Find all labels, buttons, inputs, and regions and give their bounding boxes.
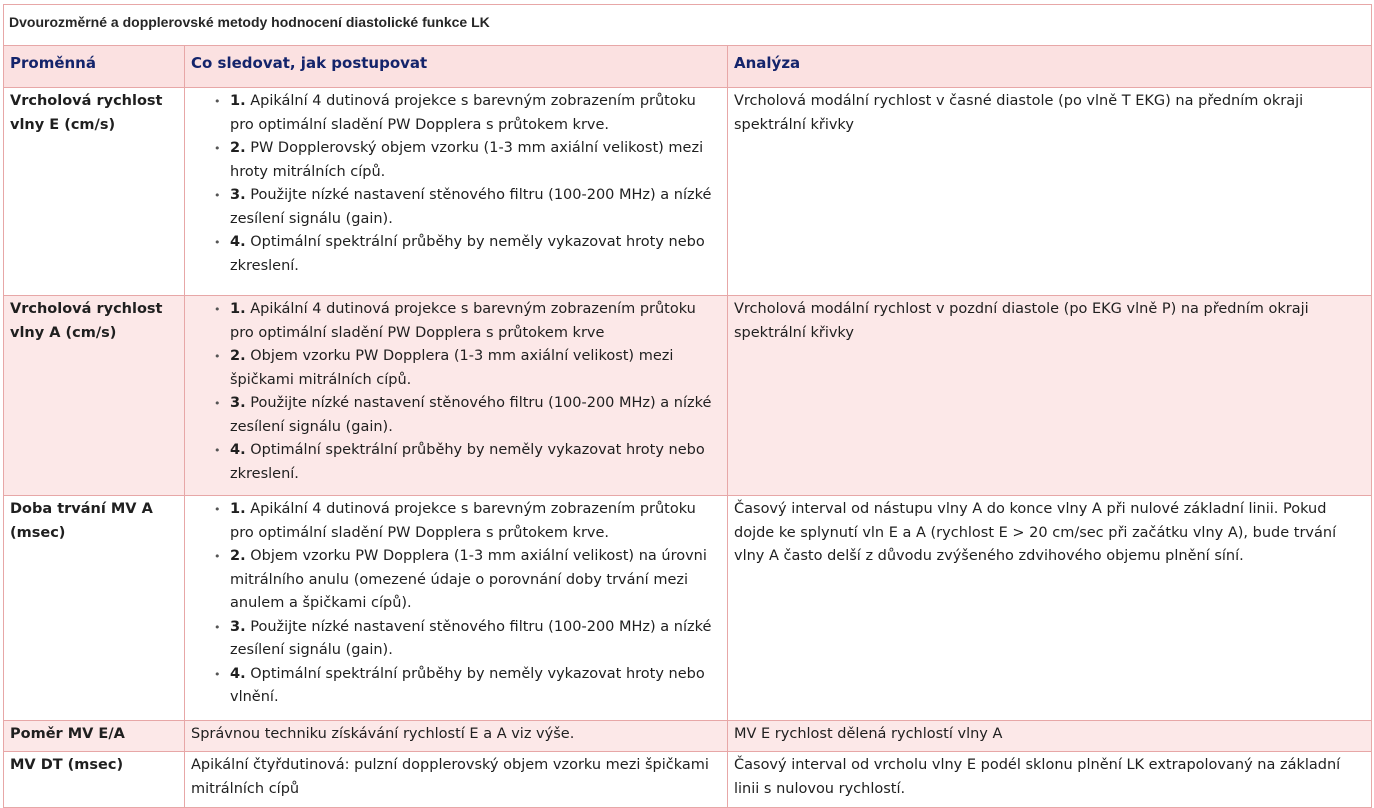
steps-list <box>185 296 727 486</box>
list-item <box>185 231 727 278</box>
diastolic-function-table <box>3 4 1372 808</box>
list-item <box>185 392 727 439</box>
step-text: Použijte nízké nastavení stěnového filtru (100-200 MHz) a nízké zesílení signálu (gain). <box>230 187 712 227</box>
list-item <box>185 663 727 710</box>
step-number: 4. <box>230 665 246 682</box>
step-number: 2. <box>230 548 246 564</box>
step-number: 4. <box>230 234 246 250</box>
step-text: Optimální spektrální průběhy by neměly vykazovat hroty nebo zkreslení. <box>230 442 705 482</box>
table-title: Dvourozměrné a dopplerovské metody hodnocení diastolické funkce LK <box>4 5 1372 46</box>
step-text: Apikální 4 dutinová projekce s barevným zobrazením průtoku pro optimální sladění PW Dopplera s průtokem krve. <box>230 501 696 541</box>
variable-cell: MV DT (msec) <box>4 752 185 808</box>
step-text: Objem vzorku PW Dopplera (1-3 mm axiální velikost) na úrovni mitrálního anulu (omezené údaje o porovnání doby trvání mezi anulem a špičkami cípů). <box>230 548 707 611</box>
step-number: 1. <box>230 301 246 317</box>
step-text: Optimální spektrální průběhy by neměly vykazovat hroty nebo vlnění. <box>230 665 705 705</box>
step-text: Objem vzorku PW Dopplera (1-3 mm axiální velikost) mezi špičkami mitrálních cípů. <box>230 348 674 388</box>
variable-cell: Vrcholová rychlost vlny A (cm/s) <box>4 296 185 496</box>
step-number: 3. <box>230 618 246 635</box>
method-cell: Správnou techniku získávání rychlostí E a A viz výše. <box>185 721 728 752</box>
table-row <box>4 752 1372 808</box>
table-row <box>4 88 1372 296</box>
list-item <box>185 184 727 231</box>
column-header-variable: Proměnná <box>4 46 185 88</box>
header-row <box>4 46 1372 88</box>
step-text: Apikální 4 dutinová projekce s barevným zobrazením průtoku pro optimální sladění PW Dopplera s průtokem krve. <box>230 93 696 133</box>
list-item <box>185 298 727 345</box>
step-text: Apikální 4 dutinová projekce s barevným zobrazením průtoku pro optimální sladění PW Dopplera s průtokem krve <box>230 301 696 341</box>
list-item <box>185 90 727 137</box>
method-cell <box>185 296 728 496</box>
list-item <box>185 545 727 616</box>
variable-cell: Poměr MV E/A <box>4 721 185 752</box>
list-item <box>185 616 727 663</box>
analysis-cell: Časový interval od nástupu vlny A do konce vlny A při nulové základní linii. Pokud dojde ke splynutí vln E a A (rychlost E > 20 cm/sec při začátku vlny A), bude trvání vlny A často delší z důvodu zvýšeného zdvihového objemu plnění síní. <box>728 496 1372 721</box>
steps-list <box>185 88 727 278</box>
step-number: 3. <box>230 395 246 411</box>
step-number: 4. <box>230 442 246 458</box>
step-text: Použijte nízké nastavení stěnového filtru (100-200 MHz) a nízké zesílení signálu (gain). <box>230 618 712 658</box>
analysis-cell: MV E rychlost dělená rychlostí vlny A <box>728 721 1372 752</box>
step-number: 1. <box>230 93 246 109</box>
table-row <box>4 721 1372 752</box>
column-header-method: Co sledovat, jak postupovat <box>185 46 728 88</box>
step-number: 3. <box>230 187 246 203</box>
list-item <box>185 498 727 545</box>
method-cell <box>185 88 728 296</box>
step-text: Použijte nízké nastavení stěnového filtru (100-200 MHz) a nízké zesílení signálu (gain). <box>230 395 712 435</box>
method-cell <box>185 496 728 721</box>
variable-cell: Doba trvání MV A (msec) <box>4 496 185 721</box>
step-number: 2. <box>230 140 246 156</box>
variable-cell: Vrcholová rychlost vlny E (cm/s) <box>4 88 185 296</box>
table-row <box>4 296 1372 496</box>
list-item <box>185 439 727 486</box>
step-text: PW Dopplerovský objem vzorku (1-3 mm axiální velikost) mezi hroty mitrálních cípů. <box>230 140 704 180</box>
step-text: Optimální spektrální průběhy by neměly vykazovat hroty nebo zkreslení. <box>230 234 705 274</box>
steps-list <box>185 496 727 710</box>
column-header-analysis: Analýza <box>728 46 1372 88</box>
analysis-cell: Vrcholová modální rychlost v časné diastole (po vlně T EKG) na předním okraji spektrální křivky <box>728 88 1372 296</box>
list-item <box>185 137 727 184</box>
step-number: 2. <box>230 348 246 364</box>
analysis-cell: Vrcholová modální rychlost v pozdní diastole (po EKG vlně P) na předním okraji spektrální křivky <box>728 296 1372 496</box>
step-number: 1. <box>230 501 246 517</box>
table-row <box>4 496 1372 721</box>
method-cell: Apikální čtyřdutinová: pulzní dopplerovský objem vzorku mezi špičkami mitrálních cípů <box>185 752 728 808</box>
analysis-cell: Časový interval od vrcholu vlny E podél sklonu plnění LK extrapolovaný na základní linii s nulovou rychlostí. <box>728 752 1372 808</box>
list-item <box>185 345 727 392</box>
